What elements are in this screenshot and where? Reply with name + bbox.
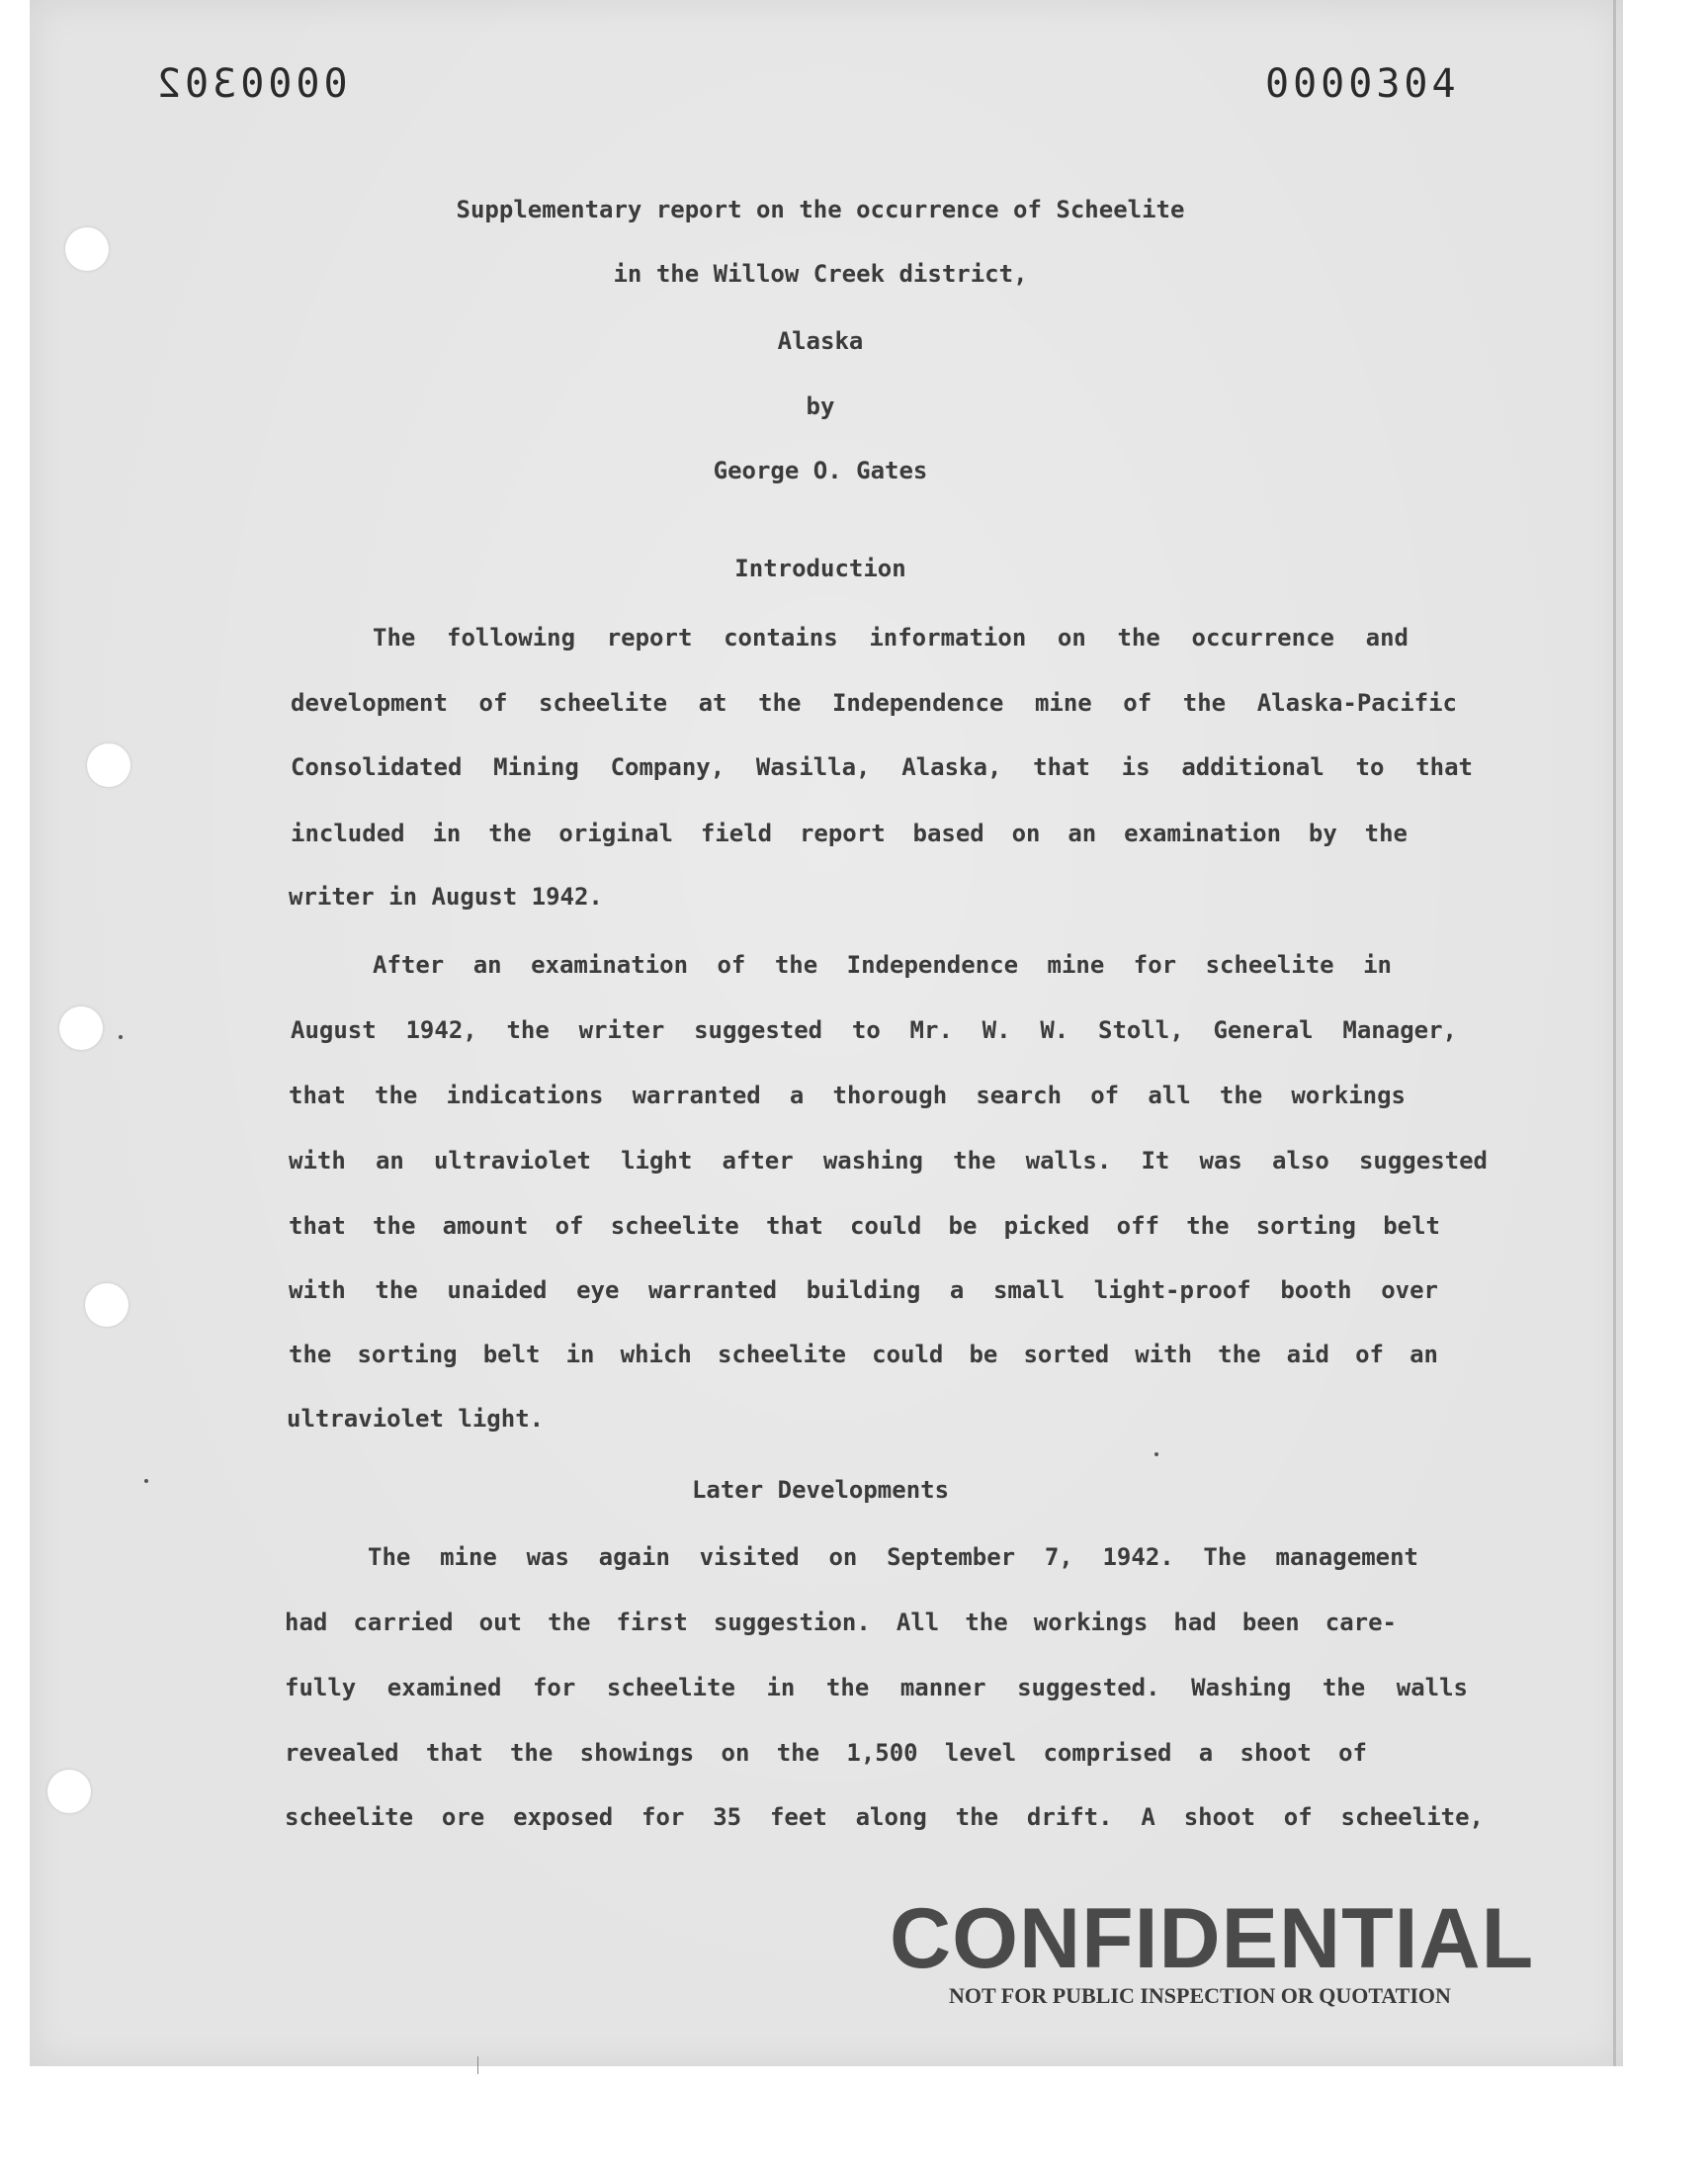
speck [119, 1035, 123, 1039]
intro-p2-line-7: the sorting belt in which scheelite could be sorted with the aid of an [289, 1341, 1438, 1368]
intro-p2-line-8: ultraviolet light. [287, 1405, 545, 1433]
speck [1154, 1452, 1158, 1456]
later-p1-line-4: revealed that the showings on the 1,500 level comprised a shoot of [285, 1739, 1367, 1767]
section-heading-introduction: Introduction [734, 555, 906, 582]
intro-p2-line-6: with the unaided eye warranted building a small light-proof booth over [289, 1276, 1438, 1304]
intro-p2-line-3: that the indications warranted a thorough search of all the workings [289, 1082, 1406, 1109]
punch-hole [85, 1283, 128, 1327]
punch-hole [87, 743, 130, 787]
intro-p1-line-3: Consolidated Mining Company, Wasilla, Alaska, that is additional to that [291, 753, 1473, 781]
intro-p2-line-4: with an ultraviolet light after washing the walls. It was also suggested [289, 1147, 1488, 1174]
author: George O. Gates [713, 457, 928, 484]
title-line-3: Alaska [777, 327, 864, 355]
section-heading-later-developments: Later Developments [691, 1476, 950, 1504]
punch-hole [47, 1770, 91, 1813]
later-p1-line-2: had carried out the first suggestion. All the workings had been care- [285, 1609, 1397, 1636]
intro-p1-line-4: included in the original field report based on an examination by the [291, 820, 1408, 847]
intro-p2-line-5: that the amount of scheelite that could be picked off the sorting belt [289, 1212, 1440, 1240]
scan-edge-mark [477, 2056, 478, 2074]
later-p1-line-3: fully examined for scheelite in the manner suggested. Washing the walls [285, 1674, 1468, 1701]
later-p1-line-1: The mine was again visited on September 7, 1942. The management [368, 1543, 1418, 1571]
title-line-1: Supplementary report on the occurrence of Scheelite [456, 196, 1185, 223]
intro-p1-line-5: writer in August 1942. [289, 883, 603, 911]
intro-p2-line-1: After an examination of the Independence mine for scheelite in [373, 951, 1392, 979]
stamp-subtext: NOT FOR PUBLIC INSPECTION OR QUOTATION [949, 1983, 1451, 2008]
punch-hole [59, 1006, 103, 1050]
later-p1-line-5: scheelite ore exposed for 35 feet along the drift. A shoot of scheelite, [285, 1803, 1484, 1831]
page-edge [1613, 0, 1616, 2066]
title-line-2: in the Willow Creek district, [613, 260, 1028, 288]
stamp-word: CONFIDENTIAL [890, 1891, 1535, 1986]
by-line: by [806, 392, 835, 420]
intro-p1-line-1: The following report contains information on the occurrence and [373, 624, 1409, 652]
intro-p1-line-2: development of scheelite at the Independence mine of the Alaska-Pacific [291, 689, 1457, 717]
confidential-stamp [890, 1891, 1617, 2009]
document-number-mirrored: 0000302 [153, 61, 348, 107]
document-number: 0000304 [1265, 61, 1460, 107]
intro-p2-line-2: August 1942, the writer suggested to Mr. W. W. Stoll, General Manager, [291, 1016, 1457, 1044]
